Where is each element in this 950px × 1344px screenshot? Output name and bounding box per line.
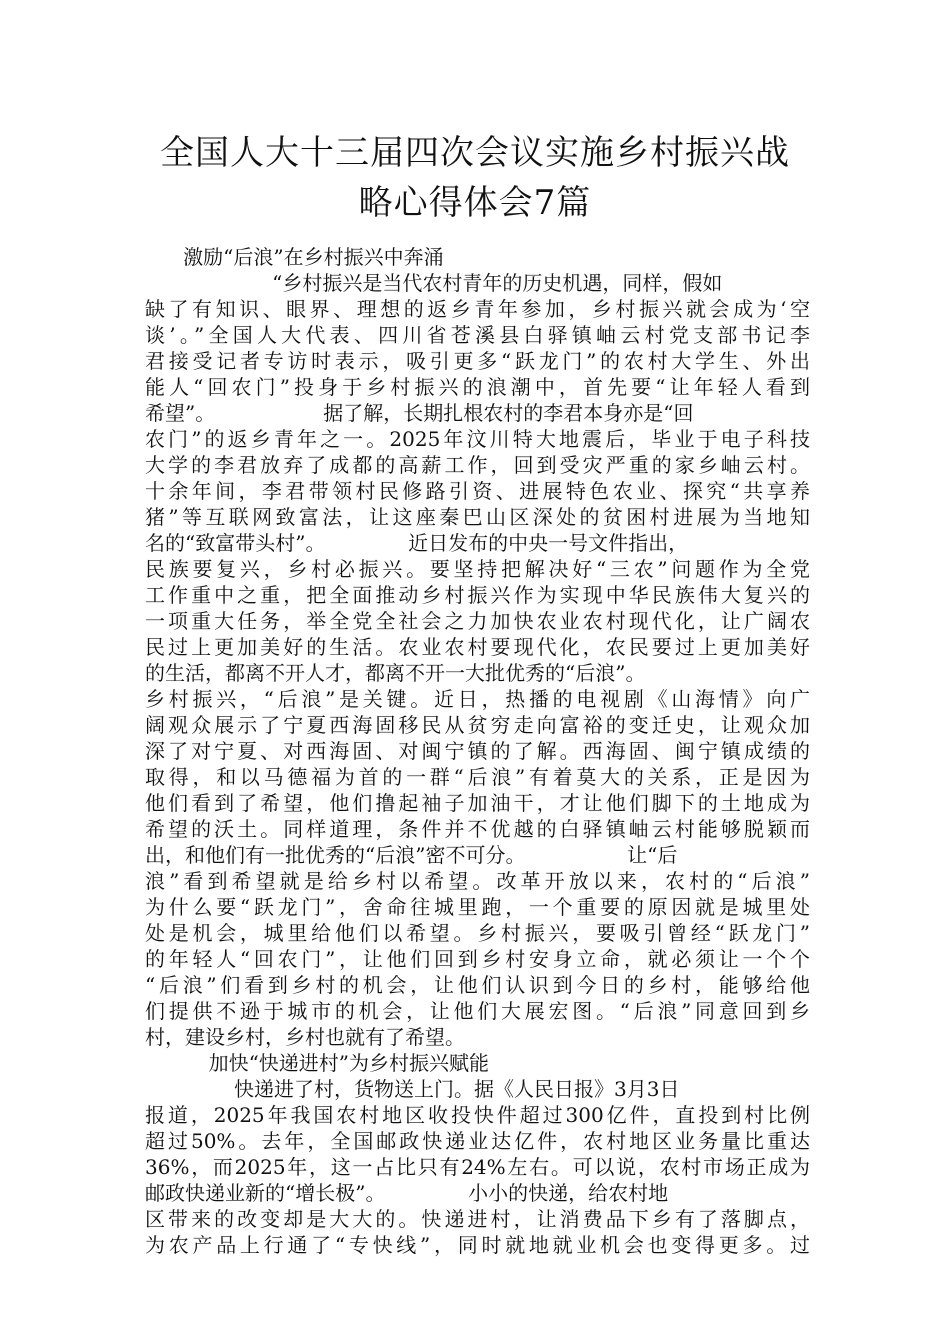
body-text-line: 36%，而2025年，这一占比只有24%左右。可以说，农村市场正成为 bbox=[145, 1155, 810, 1179]
body-text-line: 农门”的返乡青年之一。2025年汶川特大地震后，毕业于电子科技 bbox=[145, 427, 810, 451]
body-text-line: 民族要复兴，乡村必振兴。要坚持把解决好“三农”问题作为全党 bbox=[145, 557, 810, 581]
title-line-1: 全国人大十三届四次会议实施乡村振兴战 bbox=[160, 133, 790, 173]
body-text-line: 为农产品上行通了“专快线”，同时就地就业机会也变得更多。过 bbox=[145, 1233, 810, 1257]
body-text-line: 希望的沃土。同样道理，条件并不优越的白驿镇岫云村能够脱颖而 bbox=[145, 817, 810, 841]
body-text-line: 报道，2025年我国农村地区收投快件超过300亿件，直投到村比例 bbox=[145, 1103, 810, 1127]
body-text-line: 浪”看到希望就是给乡村以希望。改革开放以来，农村的“后浪” bbox=[145, 869, 810, 893]
body-text-line: 加快“快递进村”为乡村振兴赋能 bbox=[145, 1051, 490, 1075]
body-text-line: 的年轻人“回农门”，让他们回到乡村安身立命，就必须让一个个 bbox=[145, 947, 810, 971]
body-text-line: “乡村振兴是当代农村青年的历史机遇，同样，假如 bbox=[145, 271, 723, 295]
body-text-line: 区带来的改变却是大大的。快递进村，让消费品下乡有了落脚点， bbox=[145, 1207, 810, 1231]
body-text-line: 们提供不逊于城市的机会，让他们大展宏图。“后浪”同意回到乡 bbox=[145, 999, 810, 1023]
body-text-line: 出，和他们有一批优秀的“后浪”密不可分。 让“后 bbox=[145, 843, 678, 867]
body-text-line: 一项重大任务，举全党全社会之力加快农业农村现代化，让广阔农 bbox=[145, 609, 810, 633]
body-text-line: 工作重中之重，把全面推动乡村振兴作为实现中华民族伟大复兴的 bbox=[145, 583, 810, 607]
document-body bbox=[145, 244, 810, 1258]
body-text-line: 民过上更加美好的生活。农业农村要现代化，农民要过上更加美好 bbox=[145, 635, 810, 659]
body-text-line: 名的“致富带头村”。 近日发布的中央一号文件指出， bbox=[145, 531, 689, 555]
body-text-line: 的生活，都离不开人才，都离不开一大批优秀的“后浪”。 bbox=[145, 661, 646, 685]
body-text-line: “后浪”们看到乡村的机会，让他们认识到今日的乡村，能够给他 bbox=[145, 973, 810, 997]
body-text-line: 村，建设乡村，乡村也就有了希望。 bbox=[145, 1025, 465, 1049]
body-text-line: 超过50%。去年，全国邮政快递业达亿件，农村地区业务量比重达 bbox=[145, 1129, 810, 1153]
body-text-line: 乡村振兴，“后浪”是关键。近日，热播的电视剧《山海情》向广 bbox=[145, 687, 810, 711]
body-text-line: 君接受记者专访时表示，吸引更多“跃龙门”的农村大学生、外出 bbox=[145, 349, 810, 373]
body-text-line: 深了对宁夏、对西海固、对闽宁镇的了解。西海固、闽宁镇成绩的 bbox=[145, 739, 810, 763]
body-text-line: 为什么要“跃龙门”，舍命往城里跑，一个重要的原因就是城里处 bbox=[145, 895, 810, 919]
body-text-line: 邮政快递业新的“增长极”。 小小的快递，给农村地 bbox=[145, 1181, 669, 1205]
body-text-line: 希望”。 据了解，长期扎根农村的李君本身亦是“回 bbox=[145, 401, 694, 425]
title-line-2: 略心得体会7篇 bbox=[358, 183, 592, 223]
body-text-line: 取得，和以马德福为首的一群“后浪”有着莫大的关系，正是因为 bbox=[145, 765, 810, 789]
body-text-line: 缺了有知识、眼界、理想的返乡青年参加，乡村振兴就会成为‘空 bbox=[145, 297, 810, 321]
body-text-line: 十余年间，李君带领村民修路引资、进展特色农业、探究“共享养 bbox=[145, 479, 810, 503]
body-text-line: 阔观众展示了宁夏西海固移民从贫穷走向富裕的变迁史，让观众加 bbox=[145, 713, 810, 737]
body-text-line: 他们看到了希望，他们撸起袖子加油干，才让他们脚下的土地成为 bbox=[145, 791, 810, 815]
body-text-line: 处是机会，城里给他们以希望。乡村振兴，要吸引曾经“跃龙门” bbox=[145, 921, 810, 945]
body-text-line: 猪”等互联网致富法，让这座秦巴山区深处的贫困村进展为当地知 bbox=[145, 505, 810, 529]
body-text-line: 谈’。”全国人大代表、四川省苍溪县白驿镇岫云村党支部书记李 bbox=[145, 323, 810, 347]
document-title bbox=[120, 128, 830, 228]
body-text-line: 大学的李君放弃了成都的高薪工作，回到受灾严重的家乡岫云村。 bbox=[145, 453, 810, 477]
body-text-line: 激励“后浪”在乡村振兴中奔涌 bbox=[145, 245, 444, 269]
body-text-line: 能人“回农门”投身于乡村振兴的浪潮中，首先要“让年轻人看到 bbox=[145, 375, 810, 399]
body-text-line: 快递进了村，货物送上门。据《人民日报》3月3日 bbox=[145, 1077, 680, 1101]
